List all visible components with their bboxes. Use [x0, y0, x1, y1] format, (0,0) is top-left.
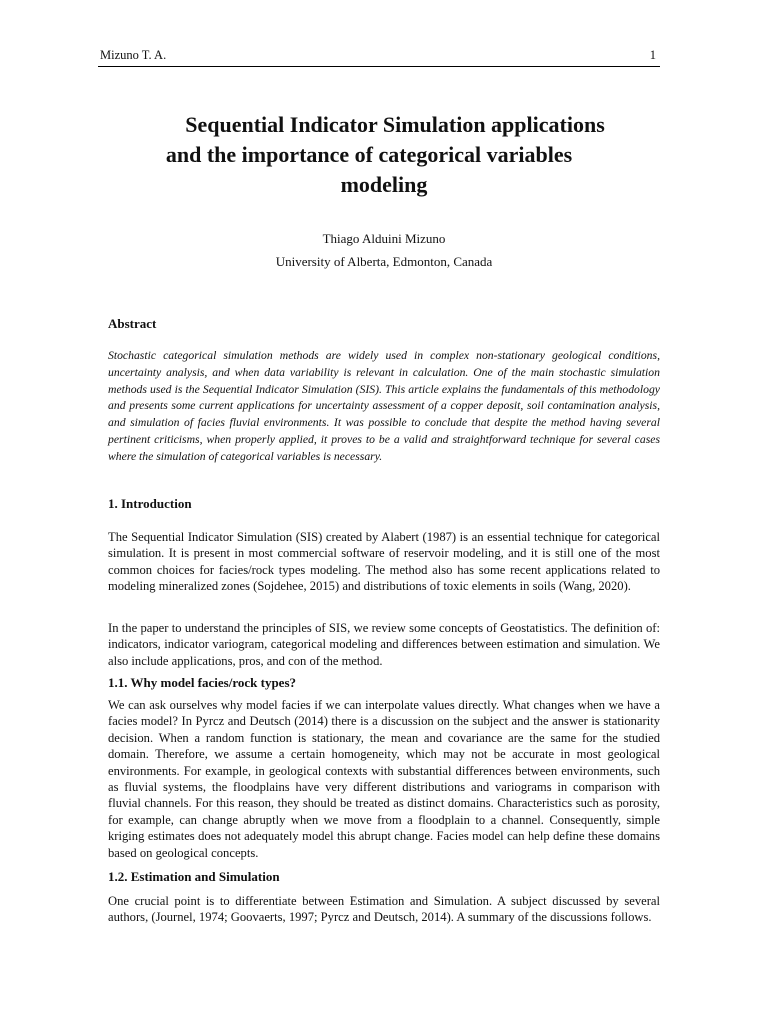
section-heading-1-2: 1.2. Estimation and Simulation: [108, 869, 280, 884]
introduction-paragraph-1: The Sequential Indicator Simulation (SIS) created by Alabert (1987) is an essential technique for categorical simulation. It is present in most commercial software of reservoir modeling, and it is still one of the most common choices for facies/rock types modeling. The method also has some recent applications related to modeling mineralized zones (Sojdehee, 2015) and distributions of toxic elements in soils (Wang, 2020).: [108, 530, 660, 594]
author-name: Thiago Alduini Mizuno: [322, 231, 446, 246]
section-1-1-paragraph: We can ask ourselves why model facies if we can interpolate values directly. What changes when we have a facies model? In Pyrcz and Deutsch (2014) there is a discussion on the subject and the answer is stationarity decision. When a random function is stationary, the mean and covariance are the same for the studied domain. Therefore, we assume a certain homogeneity, which may not be accurate in most geological environments. For example, in geological contexts with substantial differences between environments, such as fluvial systems, the floodplains have very different distributions and variograms in comparison with fluvial channels. For this reason, they should be treated as distinct domains. Characteristics such as porosity, for example, can change abruptly when we move from a floodplain to a channel. Consequently, simple kriging estimates does not adequately model this abrupt change. Facies model can help define these domains based on geological concepts.: [108, 698, 660, 860]
running-header: [98, 44, 660, 67]
section-heading-1-1: 1.1. Why model facies/rock types?: [108, 675, 297, 690]
abstract-heading: Abstract: [108, 316, 157, 331]
paper-title: [108, 110, 660, 200]
header-author: Mizuno T. A.: [100, 48, 167, 62]
author-block: [108, 227, 660, 273]
title-line-2: and the importance of categorical variables: [165, 142, 573, 167]
header-page-number: 1: [649, 48, 656, 62]
title-line-1: Sequential Indicator Simulation applications: [185, 112, 605, 137]
author-affiliation: University of Alberta, Edmonton, Canada: [275, 254, 493, 269]
introduction-paragraph-2: In the paper to understand the principles of SIS, we review some concepts of Geostatistics. The definition of: indicators, indicator variogram, categorical modeling and differences between estimation and simulation. We also include applications, pros, and con of the method.: [108, 621, 660, 668]
title-line-3: modeling: [340, 172, 428, 197]
abstract-text: Stochastic categorical simulation methods are widely used in complex non-stationary geological conditions, uncertainty analysis, and when data variability is relevant in calculation. One of the main stochastic simulation methods used is the Sequential Indicator Simulation (SIS). This article explains the fundamentals of this methodology and presents some current applications for uncertainty assessment of a copper deposit, soil contamination analysis, and simulation of facies fluvial environments. It was possible to conclude that despite the method having several pertinent criticisms, when properly applied, it proves to be a valid and straightforward technique for several cases where the simulation of categorical variables is necessary.: [108, 349, 660, 463]
section-heading-introduction: 1. Introduction: [108, 496, 192, 511]
section-1-2-paragraph: One crucial point is to differentiate between Estimation and Simulation. A subject discussed by several authors, (Journel, 1974; Goovaerts, 1997; Pyrcz and Deutsch, 2014). A summary of the discussions follows.: [108, 894, 660, 925]
